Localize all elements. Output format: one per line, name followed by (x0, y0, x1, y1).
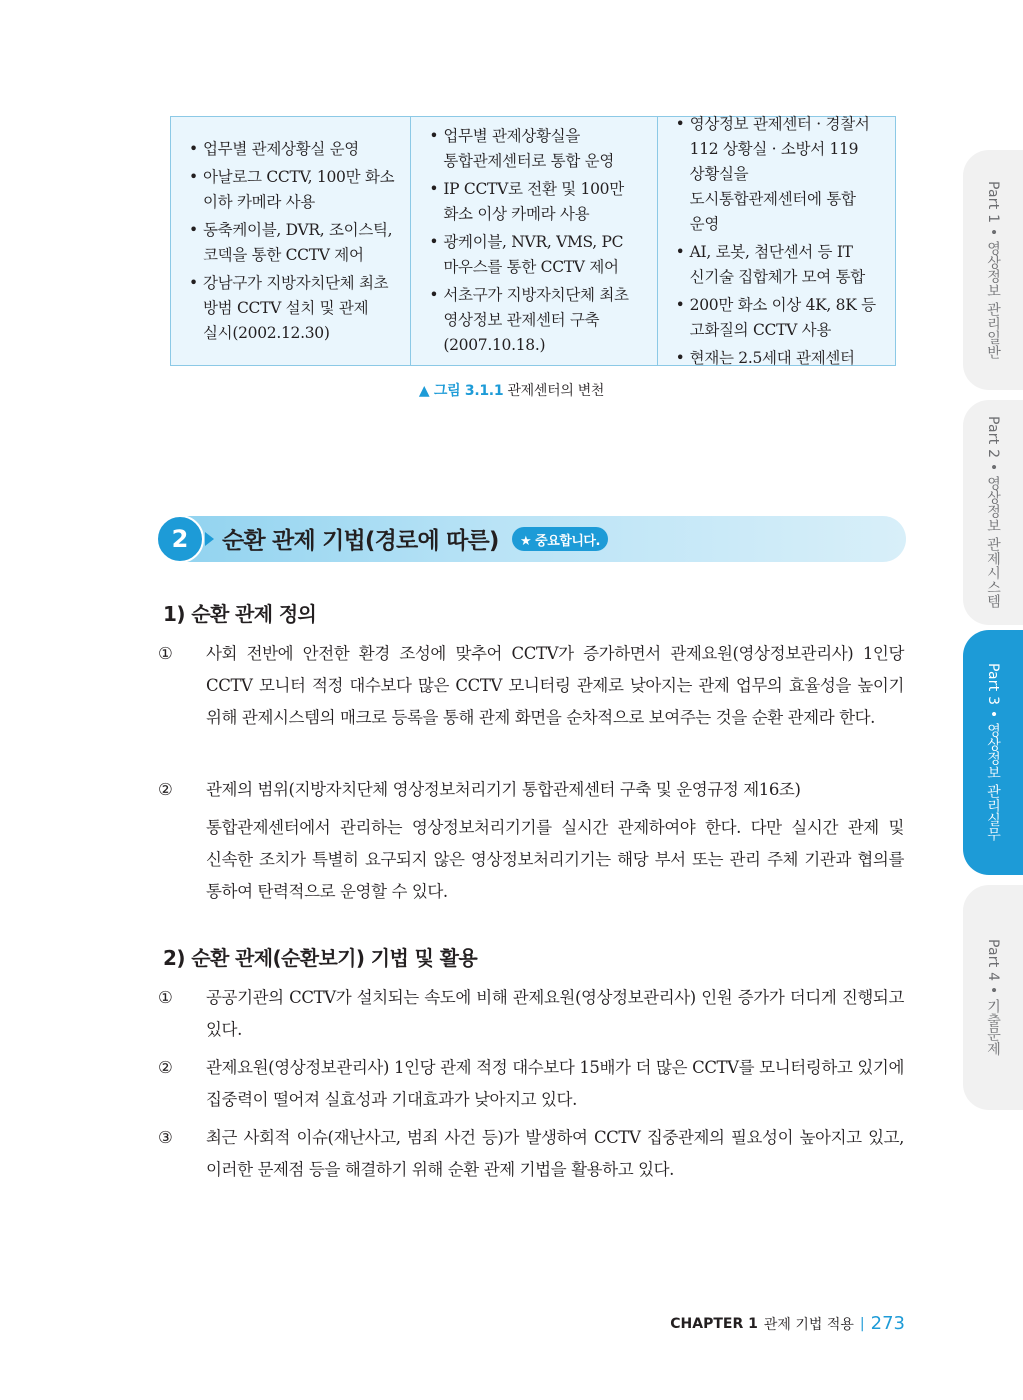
chapter-title: 관제 기법 적용 (763, 1316, 854, 1333)
footer-separator: | (859, 1315, 865, 1332)
evolution-column-2 (410, 117, 656, 365)
side-tab-part-1[interactable] (963, 150, 1023, 390)
section-number: 2 (156, 515, 204, 563)
table-item: • IP CCTV로 전환 및 100만 화소 이상 카메라 사용 (429, 177, 644, 227)
side-tab-label: Part 4 • 기출문제 (985, 939, 1001, 1056)
table-item: • 현재는 2.5세대 관제센터 (676, 346, 883, 371)
paragraph (158, 1052, 904, 1116)
chapter-label: CHAPTER 1 (670, 1315, 758, 1332)
table-item: • 서초구가 지방자치단체 최초 영상정보 관제센터 구축(2007.10.18.) (429, 283, 644, 358)
table-item: • 200만 화소 이상 4K, 8K 등 고화질의 CCTV 사용 (676, 293, 883, 343)
section-title: 순환 관제 기법(경로에 따른) (222, 528, 499, 554)
table-item: • 업무별 관제상황실 운영 (189, 137, 398, 162)
caption-label: ▲ 그림 3.1.1 (418, 383, 504, 399)
table-item: • 강남구가 지방자치단체 최초 방범 CCTV 설치 및 관제 실시(2002.12.30) (189, 271, 398, 346)
item-number: ③ (158, 1128, 173, 1147)
subsection-title: 2) 순환 관제(순환보기) 기법 및 활용 (163, 946, 478, 970)
paragraph (158, 774, 904, 806)
table-item: • 동축케이블, DVR, 조이스틱, 코덱을 통한 CCTV 제어 (189, 218, 398, 268)
paragraph-text: 공공기관의 CCTV가 설치되는 속도에 비해 관제요원(영상정보관리사) 인원 증가가 더디게 진행되고 있다. (206, 988, 904, 1039)
side-tab-part-2[interactable] (963, 400, 1023, 625)
paragraph-text: 최근 사회적 이슈(재난사고, 범죄 사건 등)가 발생하여 CCTV 집중관제의 필요성이 높아지고 있고, 이러한 문제점 등을 해결하기 위해 순환 관제 기법을 활용하고 있다. (206, 1128, 904, 1179)
page-footer (670, 1313, 905, 1334)
side-tab-part-4[interactable] (963, 885, 1023, 1110)
item-number: ② (158, 780, 173, 799)
item-number: ① (158, 988, 173, 1007)
table-item: • AI, 로봇, 첨단센서 등 IT 신기술 집합체가 모여 통합 (676, 240, 883, 290)
page-number: 273 (870, 1313, 905, 1334)
figure-caption (0, 380, 1023, 400)
item-number: ① (158, 644, 173, 663)
paragraph-body: 통합관제센터에서 관리하는 영상정보처리기기를 실시간 관제하여야 한다. 다만 실시간 관제 및 신속한 조치가 특별히 요구되지 않은 영상정보처리기기는 해당 부서 또는 관리 주체 기관과 협의를 통하여 탄력적으로 운영할 수 있다. (206, 818, 904, 901)
evolution-column-1 (171, 117, 410, 365)
arrow-right-icon (205, 532, 214, 546)
paragraph-text: 관제요원(영상정보관리사) 1인당 관제 적정 대수보다 15배가 더 많은 CCTV를 모니터링하고 있기에 집중력이 떨어져 실효성과 기대효과가 낮아지고 있다. (206, 1058, 904, 1109)
table-item: • 광케이블, NVR, VMS, PC 마우스를 통한 CCTV 제어 (429, 230, 644, 280)
side-tab-label: Part 2 • 영상정보 관제시스템 (985, 416, 1001, 609)
table-item: • 영상정보 관제센터 · 경찰서 112 상황실 · 소방서 119 상황실을 도시통합관제센터에 통합 운영 (676, 112, 883, 237)
item-number: ② (158, 1058, 173, 1077)
important-badge: ★ 중요합니다. (512, 527, 608, 551)
paragraph-text: 사회 전반에 안전한 환경 조성에 맞추어 CCTV가 증가하면서 관제요원(영상정보관리사) 1인당 CCTV 모니터 적정 대수보다 많은 CCTV 모니터링 관제로 낮아지는 관제 업무의 효율성을 높이기 위해 관제시스템의 매크로 등록을 통해 관제 화면을 순차적으로 보여주는 것을 순환 관제라 한다. (206, 644, 904, 727)
paragraph-text: 관제의 범위(지방자치단체 영상정보처리기기 통합관제센터 구축 및 운영규정 제16조) (206, 780, 801, 799)
table-item: • 아날로그 CCTV, 100만 화소 이하 카메라 사용 (189, 165, 398, 215)
side-tab-label: Part 3 • 영상정보 관리실무 (985, 663, 1001, 842)
table-item: • 업무별 관제상황실을 통합관제센터로 통합 운영 (429, 124, 644, 174)
evolution-table (170, 116, 896, 366)
side-tab-label: Part 1 • 영상정보 관리일반 (985, 180, 1001, 360)
paragraph (158, 1122, 904, 1186)
paragraph (158, 982, 904, 1046)
evolution-column-3 (657, 114, 895, 367)
subsection-title: 1) 순환 관제 정의 (163, 602, 317, 626)
caption-text: 관제센터의 변천 (507, 383, 605, 399)
side-tab-part-3[interactable] (963, 630, 1023, 875)
paragraph (158, 638, 904, 734)
